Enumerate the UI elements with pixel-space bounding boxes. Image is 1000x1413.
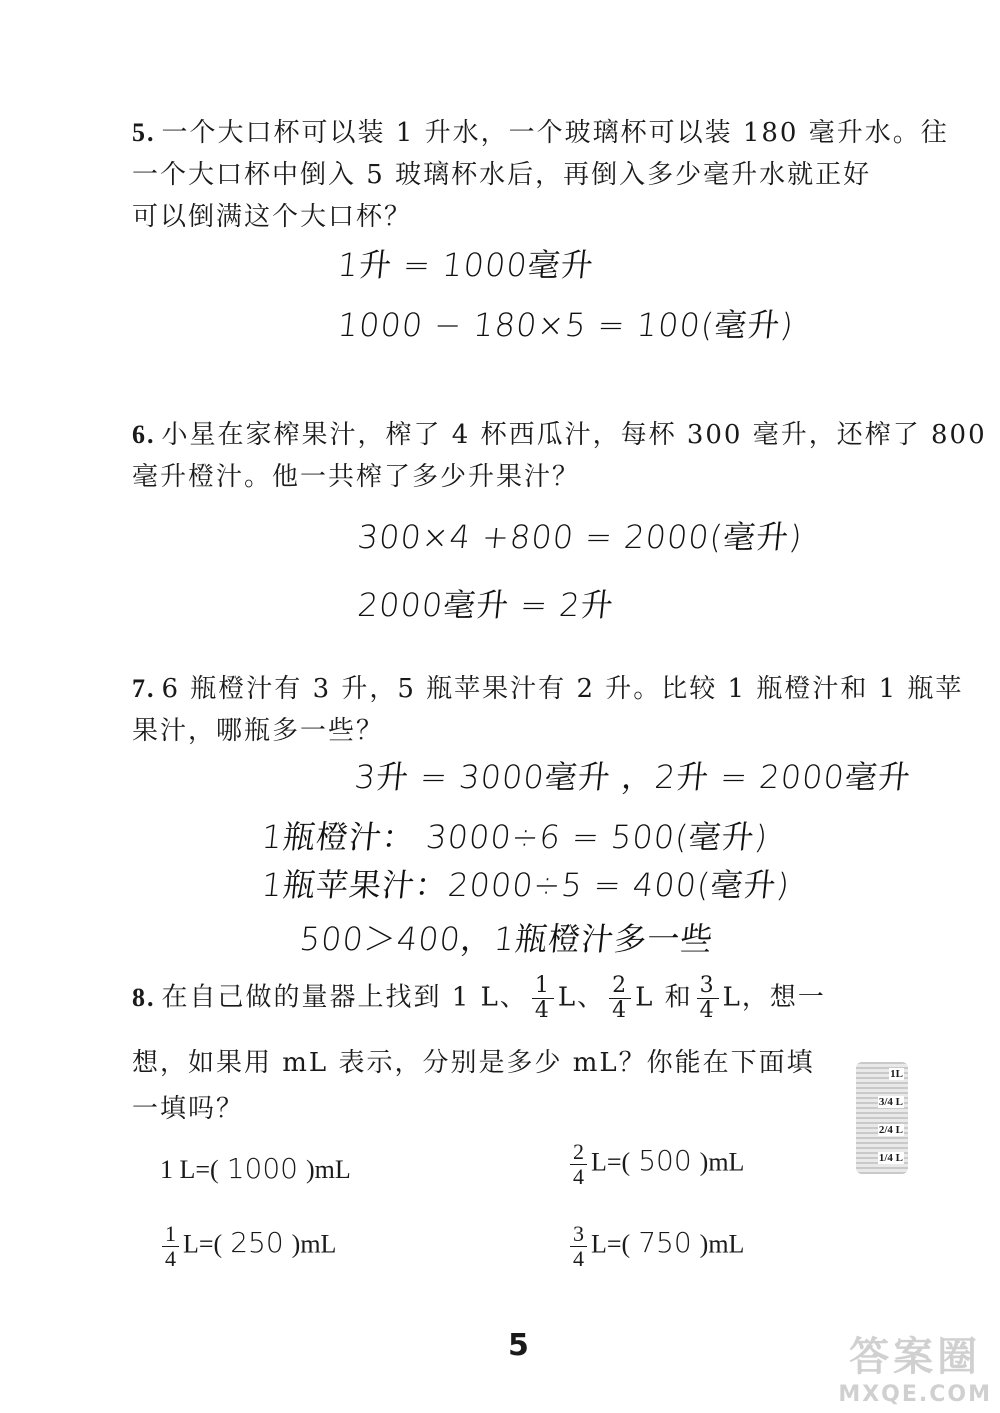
handwritten-answer-7-4: 500＞400，1瓶橙汁多一些 bbox=[297, 920, 716, 958]
answer-fill: 500 bbox=[638, 1144, 692, 1178]
question-8-line-1: 8. 在自己做的量器上找到 1 L、 $\frac{1}{4}$ L、 $\frac{2}{4}$ L 和 $\frac{3}{4}$ L，想一 bbox=[132, 973, 826, 1023]
question-8-line-3: 一填吗？ bbox=[132, 1094, 245, 1124]
answer-one-quarter-L: $\frac{1}{4}$ L=( 250 )mL bbox=[158, 1222, 336, 1271]
question-5-line-3: 可以倒满这个大口杯？ bbox=[132, 202, 413, 232]
question-5-line-1: 5. 一个大口杯可以装 1 升水，一个玻璃杯可以装 180 毫升水。往 bbox=[132, 118, 949, 148]
question-8-line-2: 想，如果用 mL 表示，分别是多少 mL？你能在下面填 bbox=[132, 1048, 815, 1078]
fraction-three-quarters: $\frac{3}{4}$ bbox=[697, 974, 719, 1023]
question-number: 5. bbox=[132, 118, 156, 147]
answer-1L: 1 L=( 1000 )mL bbox=[160, 1152, 351, 1185]
page-number: 5 bbox=[508, 1328, 529, 1363]
answer-three-quarters-L: $\frac{3}{4}$ L=( 750 )mL bbox=[566, 1222, 744, 1271]
watermark-logo: 答案圈 MXQE.COM bbox=[838, 1334, 992, 1407]
handwritten-answer-7-3: 1瓶苹果汁：2000÷5 = 400(毫升) bbox=[259, 866, 792, 904]
fraction-two-quarters: $\frac{2}{4}$ bbox=[609, 974, 631, 1023]
handwritten-answer-7-2: 1瓶橙汁： 3000÷6 = 500(毫升) bbox=[259, 818, 771, 856]
handwritten-answer-6-1: 300×4 +800 = 2000(毫升) bbox=[355, 518, 805, 556]
handwritten-answer-7-1: 3升 = 3000毫升 ，2升 = 2000毫升 bbox=[352, 758, 913, 796]
question-number: 8. bbox=[132, 982, 156, 1012]
question-6 bbox=[132, 414, 987, 498]
gauge-label: 1/4 L bbox=[878, 1152, 903, 1164]
answer-fill: 1000 bbox=[226, 1152, 298, 1185]
question-number: 6. bbox=[132, 420, 156, 449]
handwritten-answer-5-2: 1000 − 180×5 = 100(毫升) bbox=[335, 306, 796, 344]
question-5-line-2: 一个大口杯中倒入 5 玻璃杯水后，再倒入多少毫升水就正好 bbox=[132, 160, 872, 190]
answer-fill: 250 bbox=[230, 1226, 284, 1260]
answer-two-quarters-L: $\frac{2}{4}$ L=( 500 )mL bbox=[566, 1140, 744, 1189]
gauge-label: 1L bbox=[890, 1068, 903, 1080]
measuring-cup-illustration bbox=[856, 1062, 908, 1174]
fraction-one-quarter: $\frac{1}{4}$ bbox=[532, 974, 554, 1023]
gauge-label: 2/4 L bbox=[878, 1124, 903, 1136]
question-6-line-1: 6. 小星在家榨果汁，榨了 4 杯西瓜汁，每杯 300 毫升，还榨了 800 bbox=[132, 420, 987, 450]
question-7-line-1: 7. 6 瓶橙汁有 3 升，5 瓶苹果汁有 2 升。比较 1 瓶橙汁和 1 瓶苹 bbox=[132, 674, 964, 704]
question-number: 7. bbox=[132, 674, 156, 703]
question-5 bbox=[132, 112, 949, 238]
answer-fill: 750 bbox=[638, 1226, 692, 1260]
handwritten-answer-5-1: 1升 = 1000毫升 bbox=[335, 246, 596, 284]
question-7 bbox=[132, 668, 964, 752]
handwritten-answer-6-2: 2000毫升 = 2升 bbox=[355, 586, 616, 624]
gauge-label: 3/4 L bbox=[878, 1096, 903, 1108]
question-8 bbox=[132, 974, 922, 1023]
question-7-line-2: 果汁，哪瓶多一些？ bbox=[132, 716, 385, 746]
question-6-line-2: 毫升橙汁。他一共榨了多少升果汁？ bbox=[132, 462, 581, 492]
